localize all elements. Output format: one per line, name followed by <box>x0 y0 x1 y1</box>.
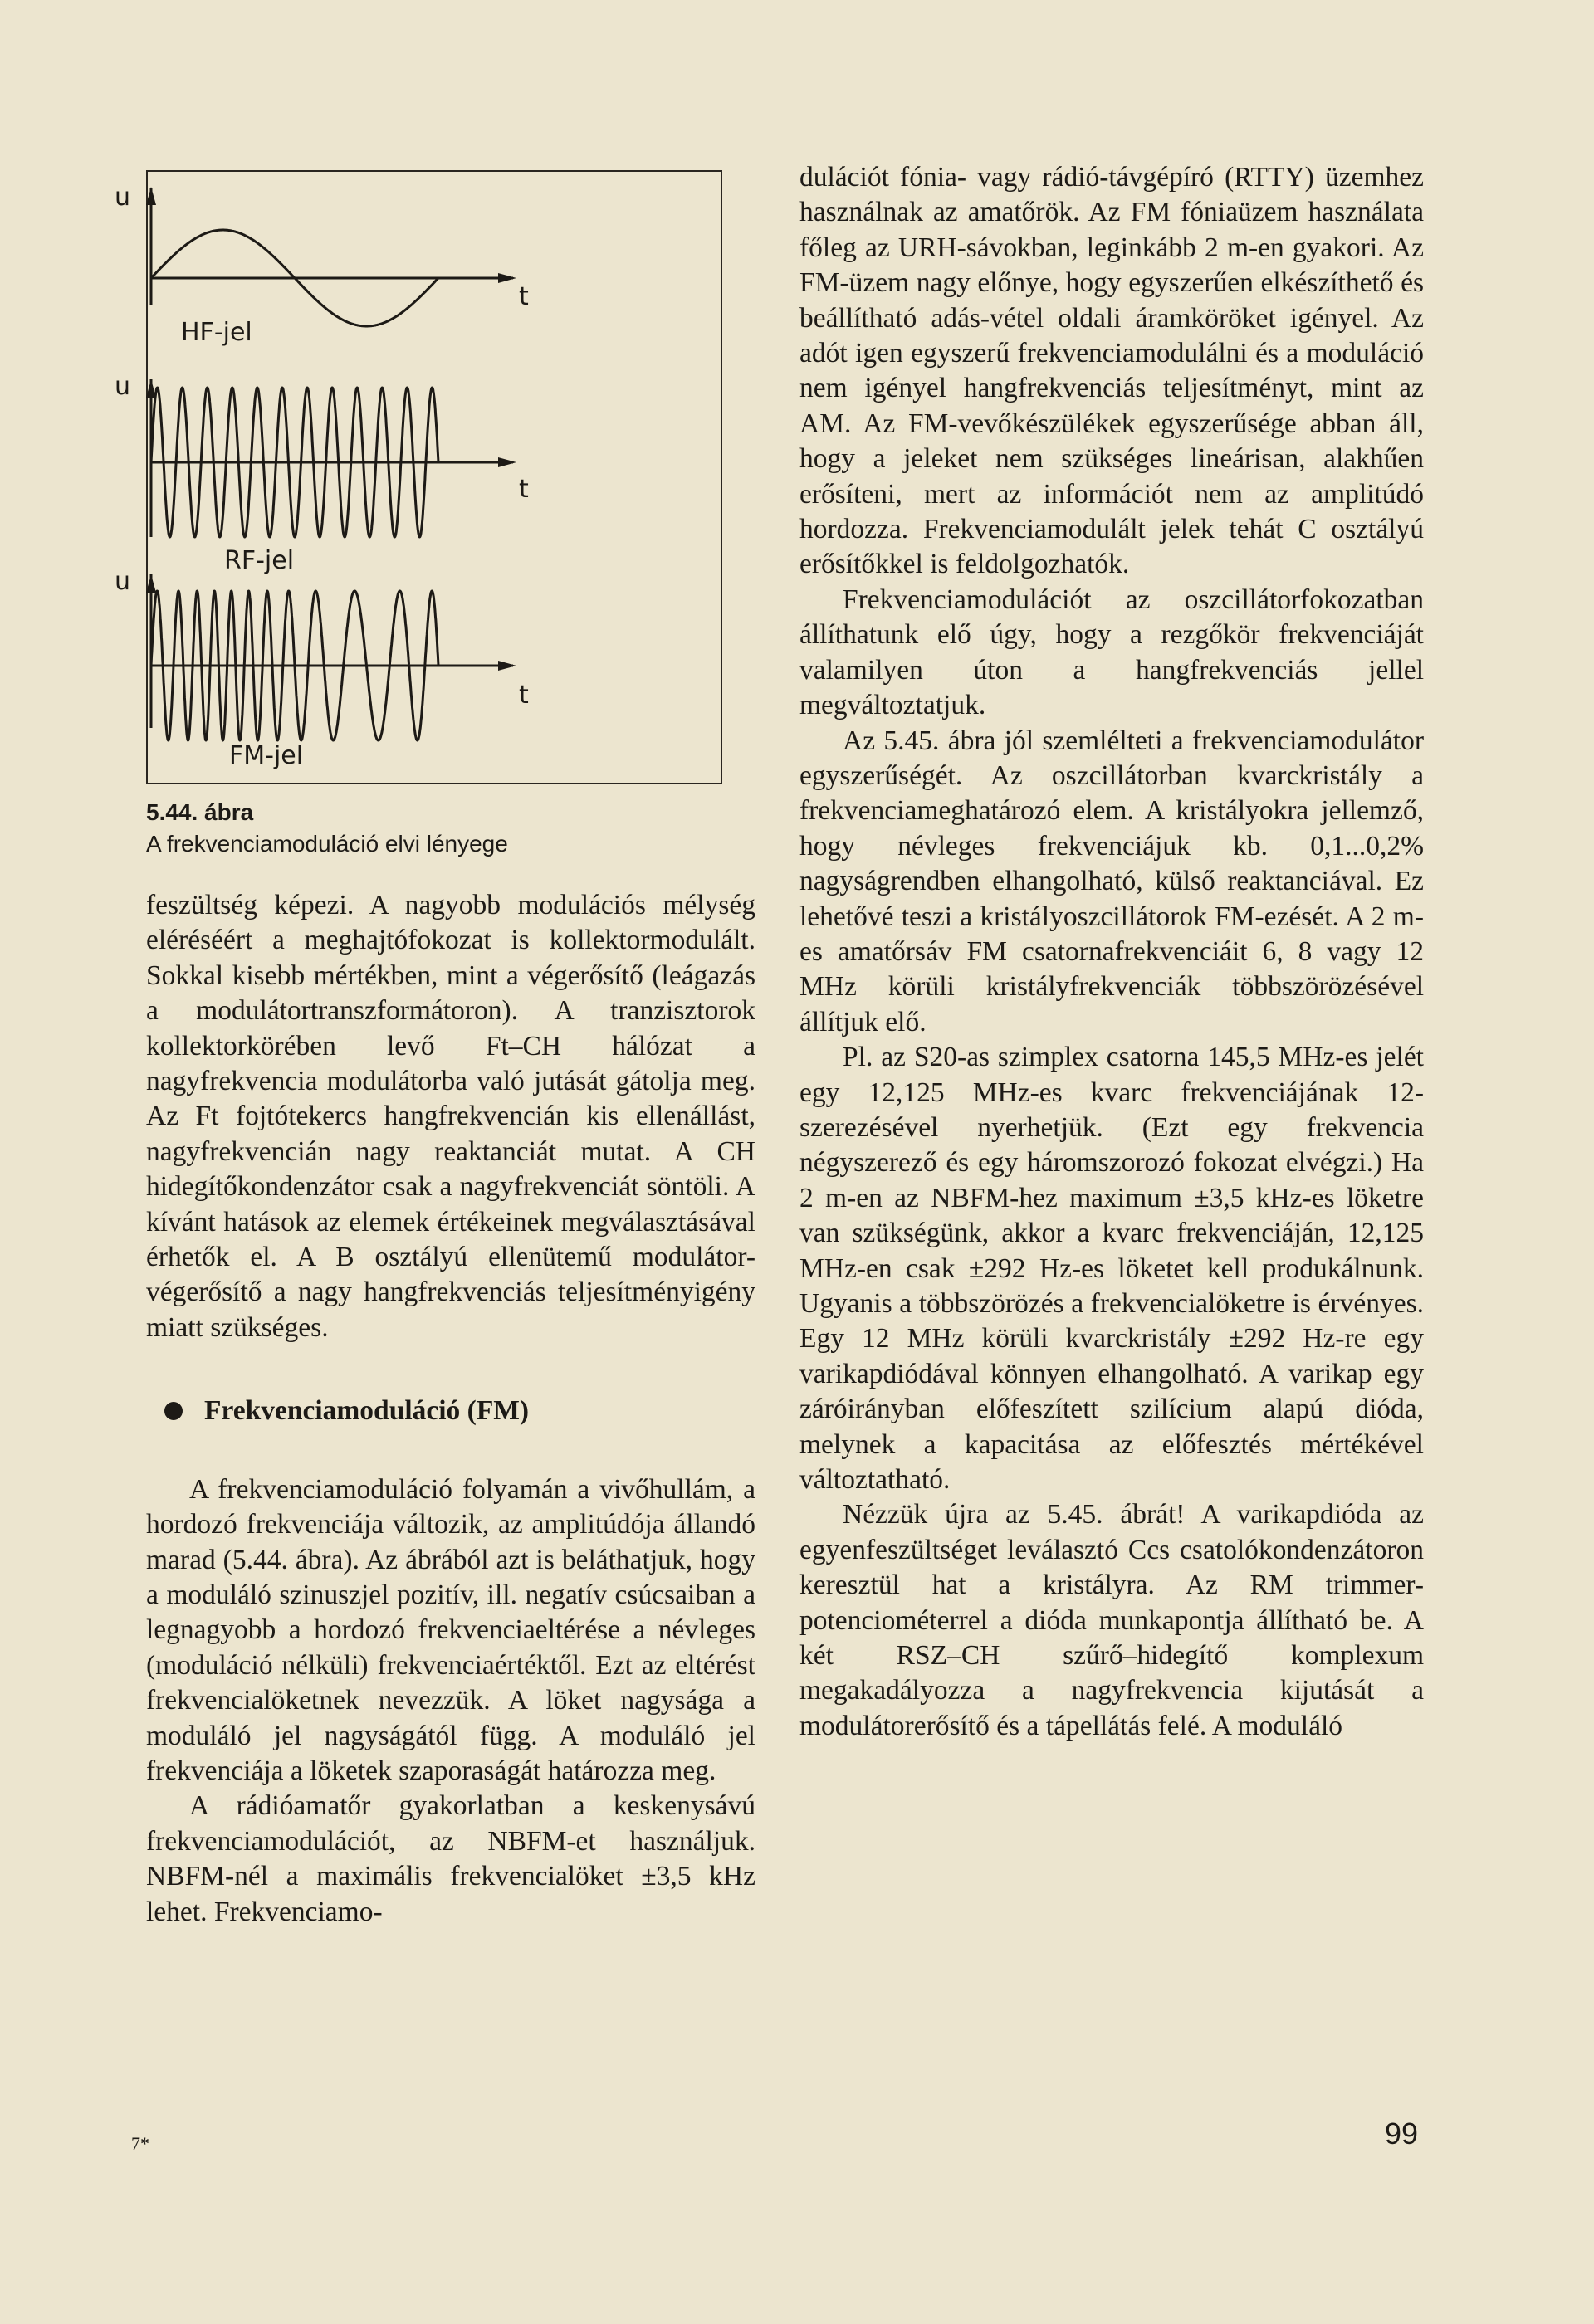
plot2-caption-rf: RF-jel <box>224 546 295 575</box>
plot3-caption-fm: FM-jel <box>229 741 304 770</box>
left-paragraph-3: A rádióamatőr gyakorlatban a keskenysávú frekvenciamodulációt, az NBFM-et használjuk. NBFM-nél a maximális frekvencialöket ±3,5 kHz lehet. Frekvenciamo- <box>146 1790 755 1927</box>
figure-number: 5.44. ábra <box>146 799 254 825</box>
left-paragraph-1: feszültség képezi. A nagyobb modulációs mélység eléréséért a meghajtófokozat is kollektormodulált. Sokkal kisebb mértékben, mint a végerősítő (leágazás a modulátortranszformátoron). A tranzisztorok kollektorkörében levő Ft–CH hálózat a nagyfrekvencia modulátorba való jutását gátolja meg. Az Ft fojtótekercs hangfrekvencián kis ellenállást, nagyfrekvencián nagy reaktanciát mutat. A CH hidegítőkondenzátor csak a nagyfrekvenciát söntöli. A kívánt hatások az elemek értékeinek megválasztásával érhetők el. A B osztályú ellenütemű modulátor-végerősítő a nagy hangfrekvenciás teljesítményigény miatt szükséges. <box>146 890 755 1343</box>
plot1-u-label: u <box>115 183 131 212</box>
plot2-u-label: u <box>115 372 131 401</box>
right-paragraph-3: Az 5.45. ábra jól szemlélteti a frekvenciamodulátor egyszerűségét. Az oszcillátorban kvarckristály a frekvenciameghatározó elem. A kristályokra jellemző, hogy névleges frekvenciájuk kb. 0,1...0,2% nagyságrendben elhangolható, külső reaktanciával. Ez lehetővé teszi a kristályoszcillátorok FM-ezését. A 2 m-es amatőrsáv FM csatornafrekvenciáit 6, 8 vagy 12 MHz körüli kristályfrekvenciák többszörözésével állítjuk elő. <box>799 725 1424 1038</box>
figure-caption <box>146 797 727 860</box>
figure-5-44 <box>115 170 722 784</box>
plot3-y-arrow <box>146 574 156 593</box>
figure-caption-text: A frekvenciamoduláció elvi lényege <box>146 831 508 857</box>
left-paragraph-2: A frekvenciamoduláció folyamán a vivőhullám, a hordozó frekvenciája változik, az amplitúdója állandó marad (5.44. ábra). Az ábrából azt is beláthatjuk, hogy a moduláló szinuszjel pozitív, ill. negatív csúcsaiban a legnagyobb a hordozó frekvenciaeltérése a névleges (moduláció nélküli) frekvenciaértéktől. Ezt az eltérést frekvencialöketnek nevezzük. A löket nagysága a moduláló jel nagyságától függ. A moduláló jel frekvenciája a löketek szaporaságát határozza meg. <box>146 1473 755 1786</box>
plot1-x-arrow <box>498 273 516 283</box>
plot2-t-label: t <box>519 475 529 504</box>
right-paragraph-5: Nézzük újra az 5.45. ábrát! A varikapdióda az egyenfeszültséget leválasztó Ccs csatolókondenzátoron keresztül hat a kristályra. Az RM trimmer-potenciométerrel a dióda munkapontja állítható be. A két RSZ–CH szűrő–hidegítő komplexum megakadályozza a nagyfrekvencia kijutását a modulátorerősítő és a tápellátás felé. A moduláló <box>799 1499 1424 1741</box>
right-paragraph-2: Frekvenciamodulációt az oszcillátorfokozatban állíthatunk elő úgy, hogy a rezgőkör frekvenciáját valamilyen úton a hangfrekvenciás jellel megváltoztatjuk. <box>799 583 1424 721</box>
left-column <box>146 888 755 1930</box>
plot1-caption-hf: HF-jel <box>181 318 252 347</box>
plot3-u-label: u <box>115 567 131 596</box>
right-column <box>799 160 1424 1744</box>
signature-mark: 7* <box>131 2133 149 2154</box>
plot2-x-arrow <box>498 457 516 467</box>
right-paragraph-4: Pl. az S20-as szimplex csatorna 145,5 MHz-es jelét egy 12,125 MHz-es kvarc frekvenciájának 12-szerezésével nyerhetjük. (Ezt egy frekvencia négyszerező és egy háromszorozó fokozat elvégzi.) Ha 2 m-en az NBFM-hez maximum ±3,5 kHz-es löketre van szükségünk, akkor a kvarc frekvenciáján, 12,125 MHz-en csak ±292 Hz-es löketet kell produkálnunk. Ugyanis a többszörözés a frekvencialöketre is érvényes. Egy 12 MHz körüli kvarckristály ±292 Hz-re egy varikapdiódával könnyen elhangolható. A varikap egy záróirányban előfeszített szilícium alapú dióda, melynek a kapacitása az előfesztés mértékével változtatható. <box>799 1042 1424 1496</box>
plot1-y-arrow <box>146 187 156 205</box>
page-number: 99 <box>1385 2116 1419 2151</box>
section-heading <box>146 1394 755 1428</box>
right-paragraph-1: dulációt fónia- vagy rádió-távgépíró (RTTY) üzemhez használnak az amatőrök. Az FM fóniaüzem használata főleg az URH-sávokban, leginkább 2 m-en gyakori. Az FM-üzem nagy előnye, hogy egyszerűen elkészíthető és beállítható adás-vétel oldali áramköröket igényel. Az adót igen egyszerű frekvenciamodulálni és a moduláció nem igényel hangfrekvenciás teljesítményt, mint az AM. Az FM-vevőkészülékek egyszerűsége abban áll, hogy a jeleket nem szükséges lineárisan, alakhűen erősíteni, mert az információt nem az amplitúdó hordozza. Frekvenciamodulált jelek tehát C osztályú erősítőkkel is feldolgozhatók. <box>799 162 1424 580</box>
section-heading-text: Frekvenciamoduláció (FM) <box>204 1395 530 1427</box>
plot3-x-arrow <box>498 661 516 671</box>
bullet-icon <box>164 1402 183 1420</box>
waveform-diagram <box>115 172 721 783</box>
plot1-t-label: t <box>519 282 529 311</box>
plot3-t-label: t <box>519 681 529 710</box>
